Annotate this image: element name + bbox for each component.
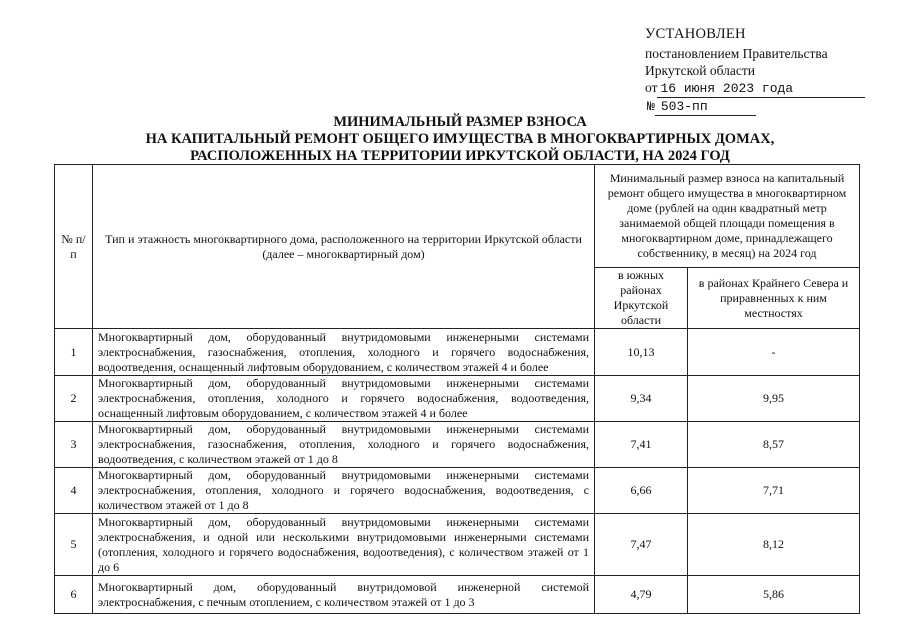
approval-line-2: Иркутской области	[645, 63, 756, 78]
approval-title: УСТАНОВЛЕН	[645, 26, 746, 42]
table-header-row	[55, 165, 860, 268]
header-north: в районах Крайнего Севера и приравненных к ним местностях	[688, 268, 860, 329]
row-north: 5,86	[688, 576, 860, 614]
row-south: 10,13	[595, 329, 688, 376]
contribution-table	[54, 164, 860, 614]
row-desc: Многоквартирный дом, оборудованный внутридомовыми инженерными системами электроснабжения, газоснабжения, отопления, холодного и горячего водоснабжения, водоотведения, с количеством этажей от 1 до 8	[93, 422, 595, 468]
approval-date: 16 июня 2023 года	[657, 80, 865, 98]
approval-line-1: постановлением Правительства	[645, 46, 828, 61]
heading-line-3: РАСПОЛОЖЕННЫХ НА ТЕРРИТОРИИ ИРКУТСКОЙ ОБЛАСТИ, НА 2024 ГОД	[190, 148, 730, 164]
table-row	[55, 514, 860, 576]
row-num: 4	[55, 468, 93, 514]
row-desc: Многоквартирный дом, оборудованный внутридомовыми инженерными системами электроснабжения, отопления, холодного и горячего водоснабжения, водоотведения, с количеством этажей от 1 до 8	[93, 468, 595, 514]
row-desc: Многоквартирный дом, оборудованный внутридомовой инженерной системой электроснабжения, с печным отоплением, с количеством этажей от 1 до 3	[93, 576, 595, 614]
row-num: 3	[55, 422, 93, 468]
table-row	[55, 422, 860, 468]
row-north: 9,95	[688, 376, 860, 422]
heading-line-1: МИНИМАЛЬНЫЙ РАЗМЕР ВЗНОСА	[333, 114, 587, 130]
approval-number: 503-пп	[655, 98, 756, 116]
approval-date-line	[645, 79, 895, 98]
header-south: в южных районах Иркутской области	[595, 268, 688, 329]
approval-stamp	[645, 26, 895, 116]
row-num: 1	[55, 329, 93, 376]
document-heading	[80, 114, 840, 165]
row-desc: Многоквартирный дом, оборудованный внутридомовыми инженерными системами электроснабжения, и одной или несколькими внутридомовыми инженерными системами (отопления, холодного и горячего водоснабжения, водоотведения), с количеством этажей от 1 до 6	[93, 514, 595, 576]
header-num: № п/п	[55, 165, 93, 329]
row-num: 2	[55, 376, 93, 422]
row-desc: Многоквартирный дом, оборудованный внутридомовыми инженерными системами электроснабжения, отопления, холодного и горячего водоснабжения, водоотведения, оснащенный лифтовым оборудованием, с количеством этажей 4 и более	[93, 376, 595, 422]
row-south: 6,66	[595, 468, 688, 514]
row-desc: Многоквартирный дом, оборудованный внутридомовыми инженерными системами электроснабжения, газоснабжения, отопления, холодного и горячего водоснабжения, водоотведения, оснащенный лифтовым оборудованием, с количеством этажей 4 и более	[93, 329, 595, 376]
header-group: Минимальный размер взноса на капитальный ремонт общего имущества в многоквартирном доме (рублей на один квадратный метр занимаемой общей площади помещения в многоквартирном доме, принадлежащего собственнику, в месяц) на 2024 год	[595, 165, 860, 268]
row-north: 8,12	[688, 514, 860, 576]
row-num: 6	[55, 576, 93, 614]
table-row	[55, 576, 860, 614]
table-row	[55, 376, 860, 422]
row-south: 9,34	[595, 376, 688, 422]
row-north: 7,71	[688, 468, 860, 514]
table-row	[55, 468, 860, 514]
table-row	[55, 329, 860, 376]
heading-line-2: НА КАПИТАЛЬНЫЙ РЕМОНТ ОБЩЕГО ИМУЩЕСТВА В МНОГОКВАРТИРНЫХ ДОМАХ,	[145, 131, 775, 147]
row-south: 7,47	[595, 514, 688, 576]
row-north: -	[688, 329, 860, 376]
row-south: 7,41	[595, 422, 688, 468]
row-north: 8,57	[688, 422, 860, 468]
header-type: Тип и этажность многоквартирного дома, расположенного на территории Иркутской области (далее – многоквартирный дом)	[93, 165, 595, 329]
approval-date-prefix: от	[645, 80, 658, 95]
approval-number-prefix: №	[647, 99, 655, 114]
row-south: 4,79	[595, 576, 688, 614]
row-num: 5	[55, 514, 93, 576]
